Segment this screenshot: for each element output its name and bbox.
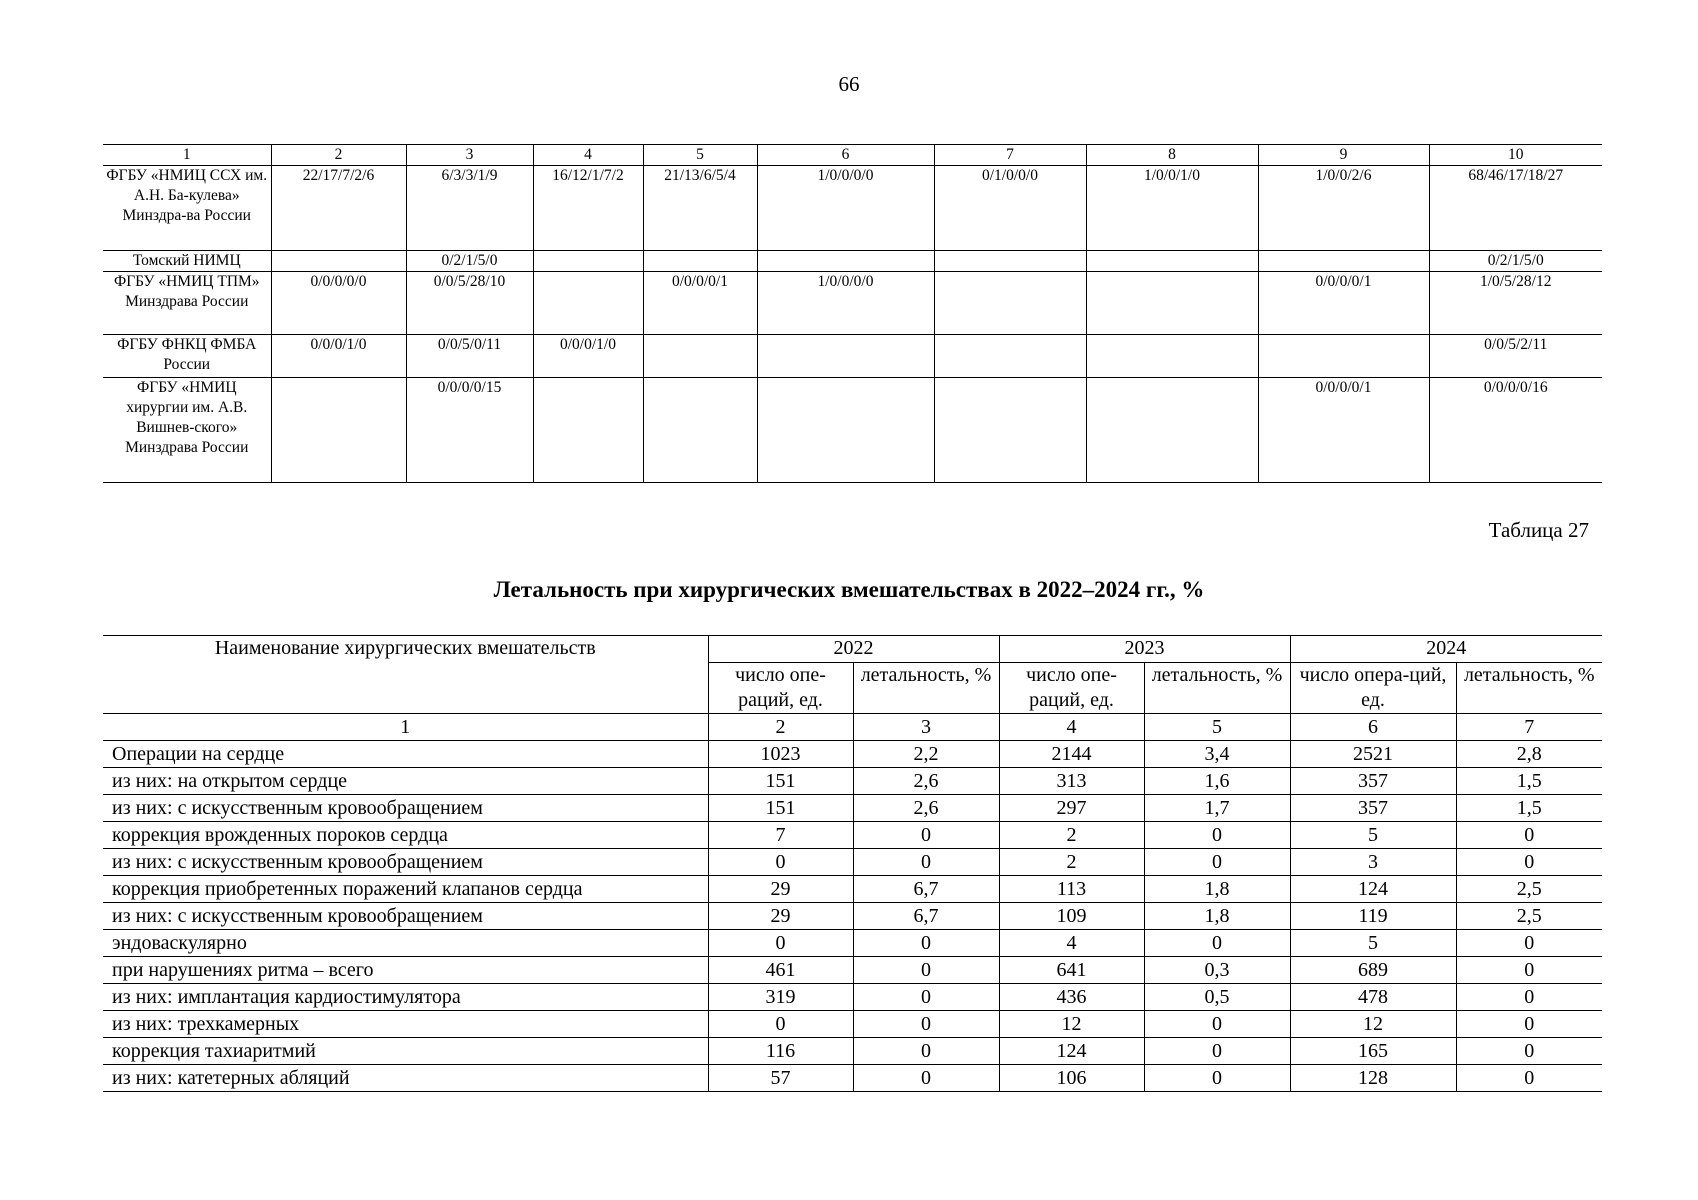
- value-cell: 0: [853, 822, 999, 849]
- table-row: [103, 166, 1602, 251]
- column-number: 3: [853, 714, 999, 741]
- intervention-name: из них: с искусственным кровообращением: [103, 903, 708, 930]
- value-cell: 1023: [708, 741, 853, 768]
- table-row: [103, 272, 1602, 335]
- intervention-name: из них: катетерных абляций: [103, 1065, 708, 1092]
- intervention-name: коррекция приобретенных поражений клапанов сердца: [103, 876, 708, 903]
- value-cell: 313: [999, 768, 1144, 795]
- data-cell: 0/0/5/0/11: [406, 335, 533, 378]
- table-row: [103, 1038, 1602, 1065]
- value-cell: 57: [708, 1065, 853, 1092]
- value-cell: 2,2: [853, 741, 999, 768]
- column-number: 7: [1456, 714, 1602, 741]
- value-cell: 5: [1290, 822, 1456, 849]
- data-cell: [934, 251, 1086, 272]
- value-cell: 0: [853, 1065, 999, 1092]
- value-cell: 0,5: [1144, 984, 1290, 1011]
- value-cell: 151: [708, 795, 853, 822]
- value-cell: 124: [1290, 876, 1456, 903]
- data-cell: [643, 378, 757, 483]
- column-number: 4: [533, 145, 643, 166]
- table-row: [103, 822, 1602, 849]
- value-cell: 0: [1144, 1065, 1290, 1092]
- table-row: [103, 903, 1602, 930]
- data-cell: 0/0/0/1/0: [533, 335, 643, 378]
- data-cell: [757, 251, 934, 272]
- intervention-name: Операции на сердце: [103, 741, 708, 768]
- table-row: [103, 957, 1602, 984]
- intervention-name: при нарушениях ритма – всего: [103, 957, 708, 984]
- data-cell: 0/0/0/0/1: [1258, 272, 1429, 335]
- data-cell: 6/3/3/1/9: [406, 166, 533, 251]
- intervention-name: из них: с искусственным кровообращением: [103, 849, 708, 876]
- column-number-row: [103, 714, 1602, 741]
- column-number: 5: [643, 145, 757, 166]
- data-cell: [1086, 378, 1258, 483]
- data-cell: [757, 335, 934, 378]
- value-cell: 0: [708, 849, 853, 876]
- value-cell: 12: [999, 1011, 1144, 1038]
- column-number: 5: [1144, 714, 1290, 741]
- year-header: 2023: [999, 636, 1290, 663]
- table-row: [103, 1065, 1602, 1092]
- value-cell: 106: [999, 1065, 1144, 1092]
- data-cell: 0/0/0/0/1: [643, 272, 757, 335]
- value-cell: 1,7: [1144, 795, 1290, 822]
- value-cell: 0: [1456, 930, 1602, 957]
- mortality-table: [103, 635, 1602, 1092]
- data-cell: [757, 378, 934, 483]
- data-cell: [1258, 335, 1429, 378]
- value-cell: 1,6: [1144, 768, 1290, 795]
- value-cell: 3: [1290, 849, 1456, 876]
- intervention-name: из них: трехкамерных: [103, 1011, 708, 1038]
- value-cell: 0: [708, 930, 853, 957]
- table-title: Летальность при хирургических вмешательствах в 2022–2024 гг., %: [493, 577, 1205, 602]
- data-cell: [271, 251, 406, 272]
- data-cell: 1/0/0/0/0: [757, 166, 934, 251]
- value-cell: 0: [1144, 822, 1290, 849]
- value-cell: 0: [1144, 1011, 1290, 1038]
- intervention-name: из них: с искусственным кровообращением: [103, 795, 708, 822]
- value-cell: 461: [708, 957, 853, 984]
- intervention-name: из них: имплантация кардиостимулятора: [103, 984, 708, 1011]
- data-cell: [533, 272, 643, 335]
- data-cell: [271, 378, 406, 483]
- institution-name: ФГБУ ФНКЦ ФМБА России: [103, 335, 271, 378]
- value-cell: 2,5: [1456, 903, 1602, 930]
- value-cell: 0: [1456, 849, 1602, 876]
- value-cell: 0: [1456, 1065, 1602, 1092]
- column-number: 7: [934, 145, 1086, 166]
- value-cell: 357: [1290, 768, 1456, 795]
- value-cell: 357: [1290, 795, 1456, 822]
- value-cell: 0: [853, 1038, 999, 1065]
- subheader-cell: летальность, %: [853, 663, 999, 714]
- value-cell: 1,8: [1144, 876, 1290, 903]
- value-cell: 128: [1290, 1065, 1456, 1092]
- value-cell: 2: [999, 822, 1144, 849]
- subheader-cell: число опера-ций, ед.: [1290, 663, 1456, 714]
- data-cell: [1258, 251, 1429, 272]
- value-cell: 2,6: [853, 768, 999, 795]
- column-number: 6: [757, 145, 934, 166]
- value-cell: 29: [708, 903, 853, 930]
- year-header: 2022: [708, 636, 999, 663]
- column-number: 2: [708, 714, 853, 741]
- subheader-cell: летальность, %: [1456, 663, 1602, 714]
- table-row: [103, 984, 1602, 1011]
- intervention-name: коррекция тахиаритмий: [103, 1038, 708, 1065]
- intervention-name: из них: на открытом сердце: [103, 768, 708, 795]
- institution-name: ФГБУ «НМИЦ хирургии им. А.В. Вишнев-ского» Минздрава России: [103, 378, 271, 483]
- data-cell: [934, 378, 1086, 483]
- value-cell: 116: [708, 1038, 853, 1065]
- data-cell: 1/0/0/2/6: [1258, 166, 1429, 251]
- value-cell: 2521: [1290, 741, 1456, 768]
- table-row: [103, 251, 1602, 272]
- value-cell: 7: [708, 822, 853, 849]
- value-cell: 2,8: [1456, 741, 1602, 768]
- column-number: 8: [1086, 145, 1258, 166]
- value-cell: 0: [1456, 957, 1602, 984]
- value-cell: 0: [708, 1011, 853, 1038]
- value-cell: 113: [999, 876, 1144, 903]
- table-row: [103, 768, 1602, 795]
- value-cell: 12: [1290, 1011, 1456, 1038]
- data-cell: 0/0/0/0/15: [406, 378, 533, 483]
- value-cell: 0: [1144, 930, 1290, 957]
- table-row: [103, 335, 1602, 378]
- data-cell: 0/0/0/0/0: [271, 272, 406, 335]
- data-cell: 0/0/5/2/11: [1429, 335, 1602, 378]
- value-cell: 0: [853, 984, 999, 1011]
- value-cell: 0,3: [1144, 957, 1290, 984]
- institution-name: ФГБУ «НМИЦ ТПМ» Минздрава России: [103, 272, 271, 335]
- column-number-row: [103, 145, 1602, 166]
- data-cell: [533, 378, 643, 483]
- value-cell: 2: [999, 849, 1144, 876]
- value-cell: 641: [999, 957, 1144, 984]
- intervention-name: эндоваскулярно: [103, 930, 708, 957]
- value-cell: 689: [1290, 957, 1456, 984]
- value-cell: 0: [1144, 1038, 1290, 1065]
- column-number: 6: [1290, 714, 1456, 741]
- column-number: 9: [1258, 145, 1429, 166]
- data-cell: 21/13/6/5/4: [643, 166, 757, 251]
- data-cell: [643, 251, 757, 272]
- value-cell: 436: [999, 984, 1144, 1011]
- data-cell: [533, 251, 643, 272]
- column-number: 1: [103, 714, 708, 741]
- table-row: [103, 378, 1602, 483]
- value-cell: 124: [999, 1038, 1144, 1065]
- data-cell: 1/0/0/0/0: [757, 272, 934, 335]
- value-cell: 29: [708, 876, 853, 903]
- institution-name: Томский НИМЦ: [103, 251, 271, 272]
- data-cell: [643, 335, 757, 378]
- data-cell: 0/1/0/0/0: [934, 166, 1086, 251]
- value-cell: 0: [853, 930, 999, 957]
- header-row: [103, 636, 1602, 663]
- column-number: 3: [406, 145, 533, 166]
- table-row: [103, 741, 1602, 768]
- value-cell: 4: [999, 930, 1144, 957]
- data-cell: 0/0/0/0/16: [1429, 378, 1602, 483]
- table-label: Таблица 27: [1488, 518, 1589, 542]
- value-cell: 319: [708, 984, 853, 1011]
- data-cell: 16/12/1/7/2: [533, 166, 643, 251]
- data-cell: [934, 335, 1086, 378]
- value-cell: 1,5: [1456, 795, 1602, 822]
- value-cell: 1,5: [1456, 768, 1602, 795]
- value-cell: 6,7: [853, 903, 999, 930]
- value-cell: 165: [1290, 1038, 1456, 1065]
- value-cell: 0: [853, 1011, 999, 1038]
- name-header: Наименование хирургических вмешательств: [103, 636, 708, 714]
- data-cell: 0/0/0/1/0: [271, 335, 406, 378]
- value-cell: 478: [1290, 984, 1456, 1011]
- value-cell: 5: [1290, 930, 1456, 957]
- subheader-cell: летальность, %: [1144, 663, 1290, 714]
- continuation-table: [103, 144, 1602, 483]
- column-number: 2: [271, 145, 406, 166]
- value-cell: 0: [1456, 984, 1602, 1011]
- subheader-cell: число опе-раций, ед.: [999, 663, 1144, 714]
- subheader-cell: число опе-раций, ед.: [708, 663, 853, 714]
- table-row: [103, 795, 1602, 822]
- data-cell: 0/0/5/28/10: [406, 272, 533, 335]
- value-cell: 0: [1456, 1011, 1602, 1038]
- value-cell: 151: [708, 768, 853, 795]
- value-cell: 1,8: [1144, 903, 1290, 930]
- data-cell: 22/17/7/2/6: [271, 166, 406, 251]
- value-cell: 3,4: [1144, 741, 1290, 768]
- value-cell: 119: [1290, 903, 1456, 930]
- value-cell: 2,6: [853, 795, 999, 822]
- data-cell: [1086, 251, 1258, 272]
- value-cell: 297: [999, 795, 1144, 822]
- data-cell: 1/0/0/1/0: [1086, 166, 1258, 251]
- value-cell: 2144: [999, 741, 1144, 768]
- value-cell: 2,5: [1456, 876, 1602, 903]
- table-row: [103, 1011, 1602, 1038]
- data-cell: [1086, 335, 1258, 378]
- value-cell: 0: [853, 957, 999, 984]
- page-number: 66: [838, 72, 860, 96]
- data-cell: 1/0/5/28/12: [1429, 272, 1602, 335]
- column-number: 1: [103, 145, 271, 166]
- data-cell: 0/0/0/0/1: [1258, 378, 1429, 483]
- year-header: 2024: [1290, 636, 1602, 663]
- column-number: 10: [1429, 145, 1602, 166]
- data-cell: 68/46/17/18/27: [1429, 166, 1602, 251]
- data-cell: [934, 272, 1086, 335]
- value-cell: 0: [1456, 822, 1602, 849]
- institution-name: ФГБУ «НМИЦ ССХ им. А.Н. Ба-кулева» Минздра-ва России: [103, 166, 271, 251]
- table-row: [103, 876, 1602, 903]
- data-cell: 0/2/1/5/0: [1429, 251, 1602, 272]
- column-number: 4: [999, 714, 1144, 741]
- data-cell: [1086, 272, 1258, 335]
- value-cell: 0: [1144, 849, 1290, 876]
- table-row: [103, 849, 1602, 876]
- data-cell: 0/2/1/5/0: [406, 251, 533, 272]
- value-cell: 0: [1456, 1038, 1602, 1065]
- intervention-name: коррекция врожденных пороков сердца: [103, 822, 708, 849]
- table-row: [103, 930, 1602, 957]
- value-cell: 6,7: [853, 876, 999, 903]
- value-cell: 0: [853, 849, 999, 876]
- value-cell: 109: [999, 903, 1144, 930]
